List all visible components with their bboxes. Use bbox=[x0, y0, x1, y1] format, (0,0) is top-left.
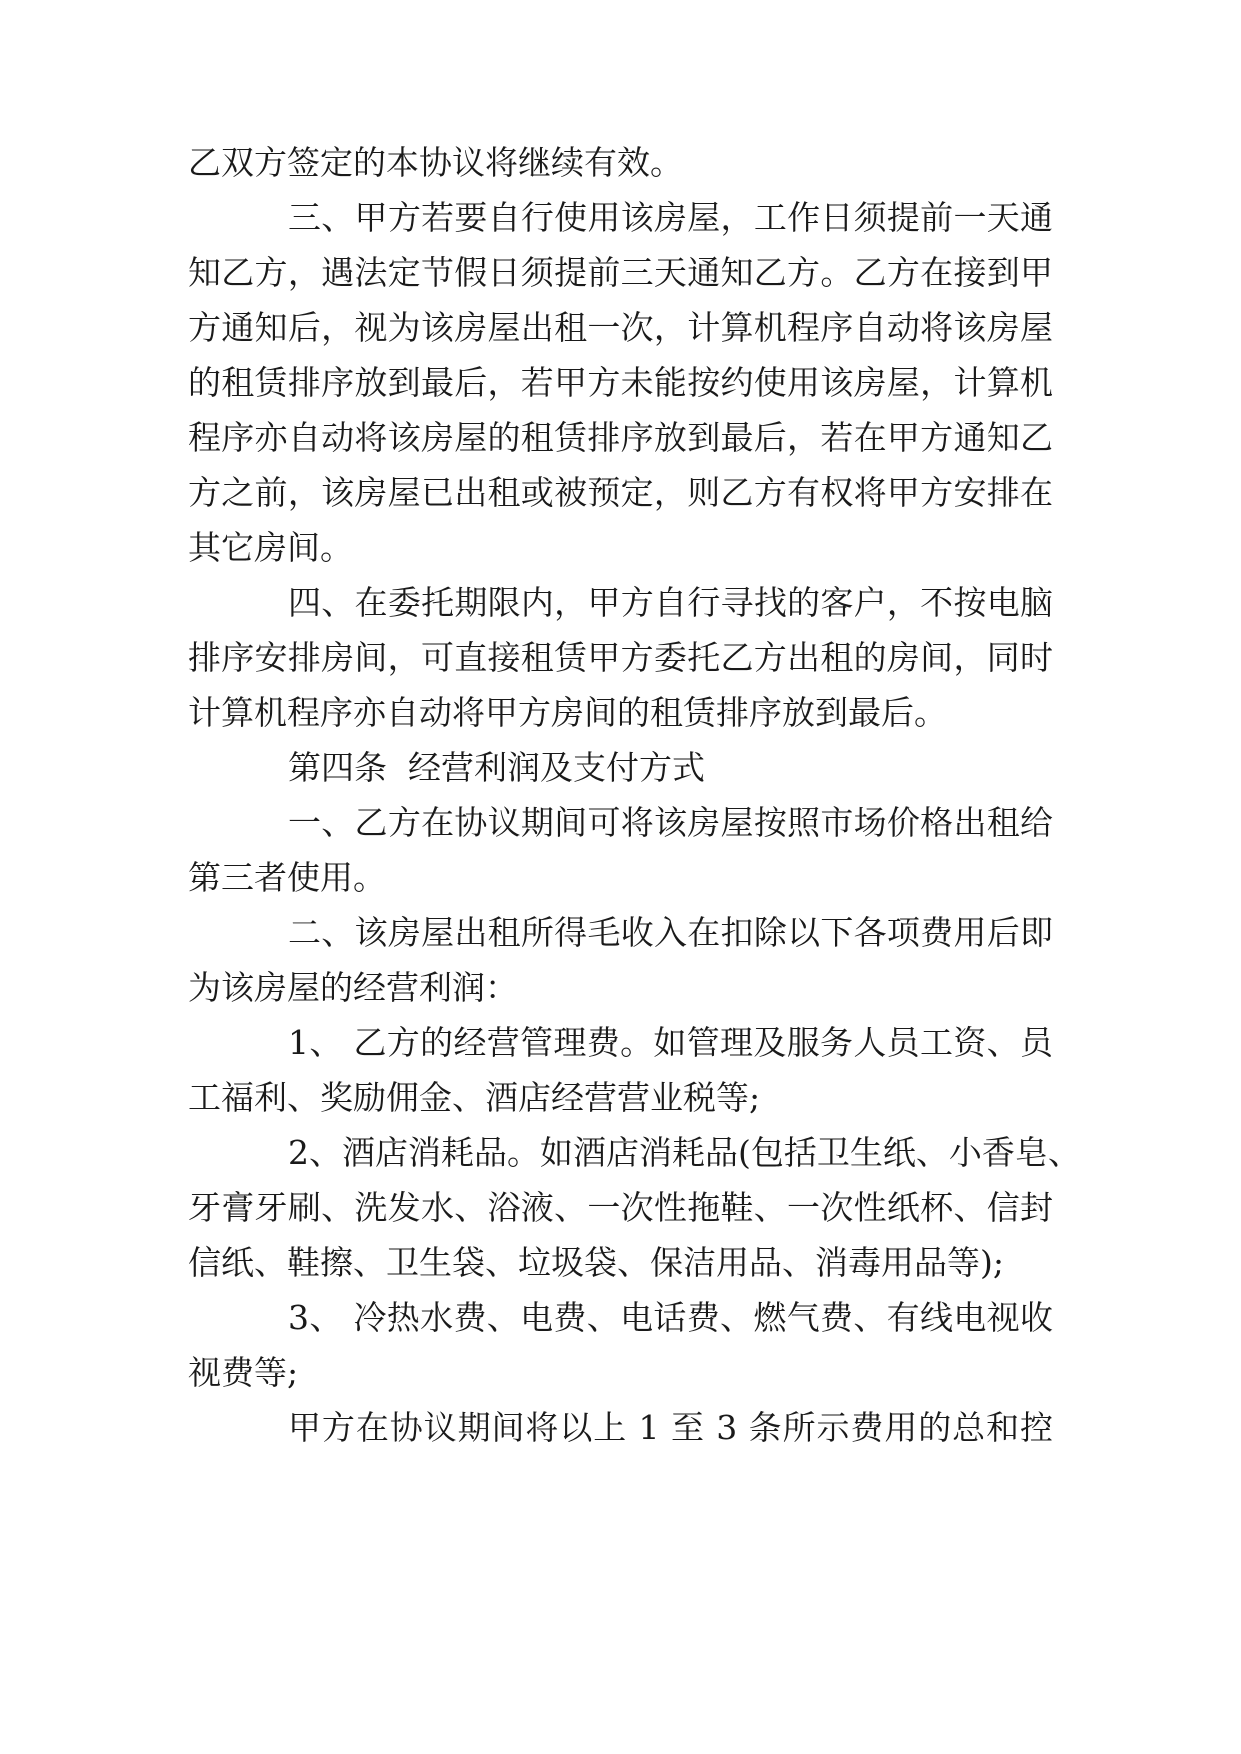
paragraph-line-indented: 四、在委托期限内，甲方自行寻找的客户，不按电脑 bbox=[288, 583, 1053, 622]
paragraph-line-indented: 甲方在协议期间将以上 1 至 3 条所示费用的总和控 bbox=[288, 1408, 1053, 1447]
text-line: 排序安排房间，可直接租赁甲方委托乙方出租的房间，同时 bbox=[188, 638, 1053, 677]
list-item-line: 1、 乙方的经营管理费。如管理及服务人员工资、员 bbox=[288, 1023, 1053, 1062]
text-line: 方之前，该房屋已出租或被预定，则乙方有权将甲方安排在 bbox=[188, 473, 1053, 512]
text-line: 方通知后，视为该房屋出租一次，计算机程序自动将该房屋 bbox=[188, 308, 1053, 347]
text-line: 的租赁排序放到最后，若甲方未能按约使用该房屋，计算机 bbox=[188, 363, 1053, 402]
list-item-line: 2、酒店消耗品。如酒店消耗品(包括卫生纸、小香皂、 bbox=[288, 1133, 1081, 1172]
text-line: 牙膏牙刷、洗发水、浴液、一次性拖鞋、一次性纸杯、信封 bbox=[188, 1188, 1053, 1227]
text-line: 信纸、鞋擦、卫生袋、垃圾袋、保洁用品、消毒用品等); bbox=[188, 1243, 1004, 1282]
text-line: 其它房间。 bbox=[188, 528, 353, 567]
article-heading: 第四条 经营利润及支付方式 bbox=[288, 748, 705, 787]
list-item-line: 3、 冷热水费、电费、电话费、燃气费、有线电视收 bbox=[288, 1298, 1053, 1337]
text-line: 为该房屋的经营利润： bbox=[188, 968, 518, 1007]
paragraph-line-indented: 一、乙方在协议期间可将该房屋按照市场价格出租给 bbox=[288, 803, 1053, 842]
text-line: 知乙方，遇法定节假日须提前三天通知乙方。乙方在接到甲 bbox=[188, 253, 1053, 292]
text-line: 计算机程序亦自动将甲方房间的租赁排序放到最后。 bbox=[188, 693, 947, 732]
paragraph-line-indented: 二、该房屋出租所得毛收入在扣除以下各项费用后即 bbox=[288, 913, 1053, 952]
text-line: 乙双方签定的本协议将继续有效。 bbox=[188, 143, 683, 182]
text-line: 视费等; bbox=[188, 1353, 299, 1392]
text-line: 程序亦自动将该房屋的租赁排序放到最后，若在甲方通知乙 bbox=[188, 418, 1053, 457]
paragraph-line-indented: 三、甲方若要自行使用该房屋，工作日须提前一天通 bbox=[288, 198, 1053, 237]
text-line: 第三者使用。 bbox=[188, 858, 386, 897]
text-line: 工福利、奖励佣金、酒店经营营业税等; bbox=[188, 1078, 761, 1117]
